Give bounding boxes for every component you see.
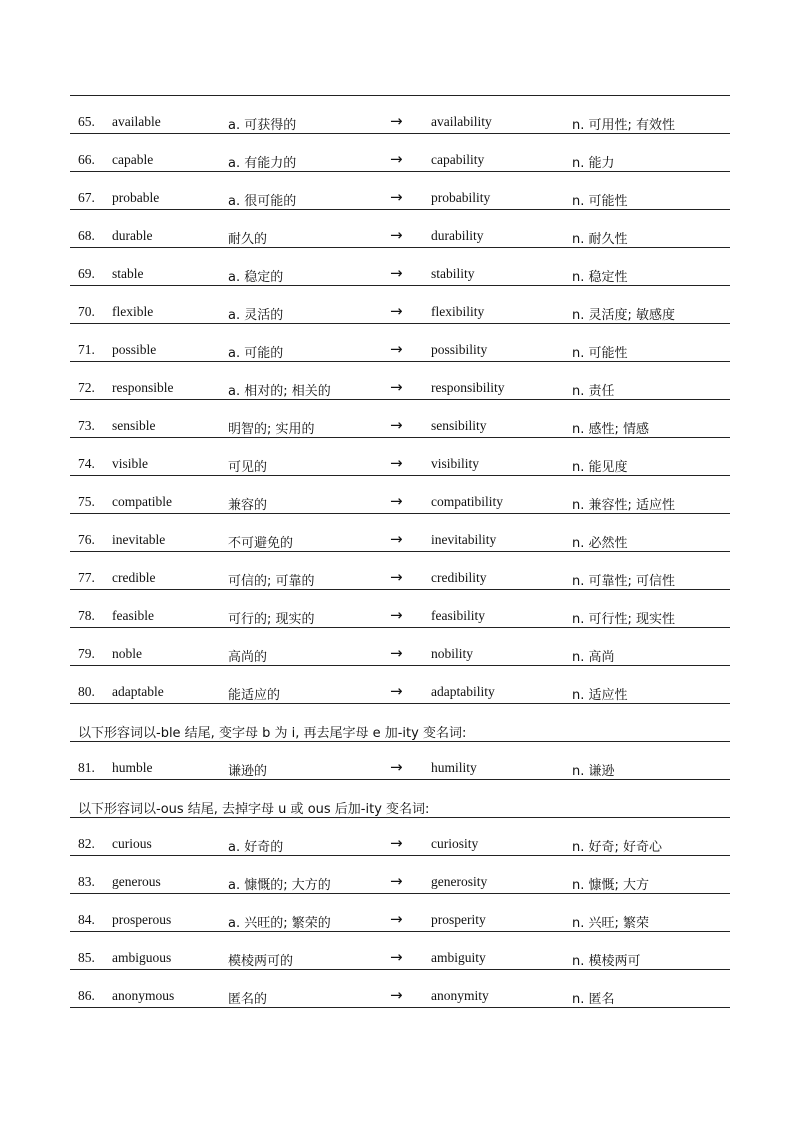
table-block-1 [70, 96, 730, 704]
arrow-icon: → [390, 948, 403, 966]
row-number: 66. [78, 152, 95, 167]
table-row [70, 742, 730, 779]
adjective-meaning: a. 有能力的 [228, 156, 297, 171]
arrow-icon: → [390, 264, 403, 282]
row-number: 80. [78, 684, 95, 699]
adjective-meaning: 匿名的 [228, 992, 268, 1007]
arrow-icon: → [390, 568, 403, 586]
noun-word: inevitability [431, 532, 497, 547]
row-number: 74. [78, 456, 95, 471]
noun-word: nobility [431, 646, 474, 661]
adjective-word: sensible [112, 418, 156, 433]
table-block-3 [70, 818, 730, 1008]
table-row [70, 362, 730, 399]
row-number: 75. [78, 494, 95, 509]
noun-word: flexibility [431, 304, 485, 319]
noun-word: anonymity [431, 988, 489, 1003]
table-row [70, 96, 730, 133]
table-row [70, 894, 730, 931]
arrow-icon: → [390, 454, 403, 472]
noun-meaning: n. 可行性; 现实性 [572, 612, 676, 627]
noun-meaning: n. 匿名 [572, 992, 615, 1007]
section-note-text: 以下形容词以-ous 结尾, 去掉字母 u 或 ous 后加-ity 变名词: [78, 802, 430, 817]
table-block-2 [70, 742, 730, 780]
row-number: 70. [78, 304, 95, 319]
noun-meaning: n. 必然性 [572, 536, 628, 551]
adjective-meaning: 兼容的 [228, 498, 268, 513]
noun-meaning: n. 感性; 情感 [572, 422, 650, 437]
adjective-meaning: a. 稳定的 [228, 270, 284, 285]
adjective-meaning: 耐久的 [228, 232, 268, 247]
table-row [70, 932, 730, 969]
row-number: 67. [78, 190, 95, 205]
noun-meaning: n. 能见度 [572, 460, 628, 475]
row-number: 77. [78, 570, 95, 585]
arrow-icon: → [390, 492, 403, 510]
section-note [70, 780, 730, 817]
noun-word: generosity [431, 874, 488, 889]
noun-meaning: n. 能力 [572, 156, 615, 171]
noun-word: stability [431, 266, 475, 281]
table-row [70, 248, 730, 285]
table-row [70, 286, 730, 323]
row-number: 68. [78, 228, 95, 243]
arrow-icon: → [390, 910, 403, 928]
table-row [70, 666, 730, 703]
adjective-meaning: 不可避免的 [228, 536, 294, 551]
noun-meaning: n. 高尚 [572, 650, 615, 665]
noun-word: credibility [431, 570, 487, 585]
adjective-word: noble [112, 646, 142, 661]
noun-word: visibility [431, 456, 480, 471]
adjective-meaning: 可信的; 可靠的 [228, 574, 315, 589]
adjective-meaning: 可行的; 现实的 [228, 612, 315, 627]
adjective-word: capable [112, 152, 154, 167]
noun-word: ambiguity [431, 950, 486, 965]
section-note-text: 以下形容词以-ble 结尾, 变字母 b 为 i, 再去尾字母 e 加-ity 变名词: [78, 726, 467, 741]
row-number: 86. [78, 988, 95, 1003]
row-number: 84. [78, 912, 95, 927]
row-number: 65. [78, 114, 95, 129]
adjective-word: ambiguous [112, 950, 172, 965]
noun-meaning: n. 可靠性; 可信性 [572, 574, 676, 589]
noun-word: probability [431, 190, 491, 205]
noun-word: responsibility [431, 380, 505, 395]
arrow-icon: → [390, 986, 403, 1004]
table-row [70, 514, 730, 551]
table-rule [70, 1007, 730, 1008]
adjective-word: generous [112, 874, 161, 889]
noun-word: compatibility [431, 494, 503, 509]
noun-meaning: n. 灵活度; 敏感度 [572, 308, 676, 323]
arrow-icon: → [390, 112, 403, 130]
adjective-word: durable [112, 228, 153, 243]
adjective-meaning: 高尚的 [228, 650, 268, 665]
adjective-meaning: a. 慷慨的; 大方的 [228, 878, 331, 893]
row-number: 69. [78, 266, 95, 281]
adjective-word: stable [112, 266, 144, 281]
noun-meaning: n. 模棱两可 [572, 954, 641, 969]
row-number: 73. [78, 418, 95, 433]
adjective-word: possible [112, 342, 157, 357]
arrow-icon: → [390, 188, 403, 206]
noun-word: adaptability [431, 684, 495, 699]
row-number: 83. [78, 874, 95, 889]
table-row [70, 818, 730, 855]
arrow-icon: → [390, 606, 403, 624]
noun-meaning: n. 可用性; 有效性 [572, 118, 676, 133]
adjective-meaning: 可见的 [228, 460, 268, 475]
arrow-icon: → [390, 682, 403, 700]
noun-meaning: n. 兴旺; 繁荣 [572, 916, 650, 931]
adjective-word: curious [112, 836, 152, 851]
noun-meaning: n. 适应性 [572, 688, 628, 703]
row-number: 78. [78, 608, 95, 623]
arrow-icon: → [390, 644, 403, 662]
table-row [70, 324, 730, 361]
noun-word: capability [431, 152, 485, 167]
noun-word: prosperity [431, 912, 486, 927]
noun-meaning: n. 可能性 [572, 346, 628, 361]
noun-meaning: n. 兼容性; 适应性 [572, 498, 676, 513]
arrow-icon: → [390, 530, 403, 548]
adjective-meaning: a. 很可能的 [228, 194, 297, 209]
adjective-word: inevitable [112, 532, 166, 547]
noun-meaning: n. 谦逊 [572, 764, 615, 779]
arrow-icon: → [390, 302, 403, 320]
table-row [70, 552, 730, 589]
adjective-meaning: a. 相对的; 相关的 [228, 384, 331, 399]
adjective-word: adaptable [112, 684, 164, 699]
adjective-meaning: a. 可能的 [228, 346, 284, 361]
arrow-icon: → [390, 378, 403, 396]
noun-word: durability [431, 228, 484, 243]
table-row [70, 476, 730, 513]
noun-word: availability [431, 114, 492, 129]
arrow-icon: → [390, 226, 403, 244]
adjective-word: compatible [112, 494, 172, 509]
noun-meaning: n. 可能性 [572, 194, 628, 209]
noun-meaning: n. 好奇; 好奇心 [572, 840, 663, 855]
arrow-icon: → [390, 758, 403, 776]
table-row [70, 970, 730, 1007]
noun-meaning: n. 责任 [572, 384, 615, 399]
noun-meaning: n. 慷慨; 大方 [572, 878, 650, 893]
arrow-icon: → [390, 340, 403, 358]
noun-word: curiosity [431, 836, 479, 851]
adjective-meaning: a. 好奇的 [228, 840, 284, 855]
noun-meaning: n. 稳定性 [572, 270, 628, 285]
table-row [70, 438, 730, 475]
arrow-icon: → [390, 834, 403, 852]
row-number: 81. [78, 760, 95, 775]
row-number: 79. [78, 646, 95, 661]
adjective-meaning: 明智的; 实用的 [228, 422, 315, 437]
arrow-icon: → [390, 150, 403, 168]
row-number: 76. [78, 532, 95, 547]
table-row [70, 134, 730, 171]
adjective-word: credible [112, 570, 156, 585]
noun-word: sensibility [431, 418, 487, 433]
section-note [70, 704, 730, 741]
adjective-word: probable [112, 190, 160, 205]
row-number: 71. [78, 342, 95, 357]
adjective-word: humble [112, 760, 153, 775]
arrow-icon: → [390, 416, 403, 434]
adjective-meaning: 能适应的 [228, 688, 281, 703]
noun-meaning: n. 耐久性 [572, 232, 628, 247]
adjective-meaning: a. 可获得的 [228, 118, 297, 133]
table-row [70, 400, 730, 437]
arrow-icon: → [390, 872, 403, 890]
adjective-word: prosperous [112, 912, 172, 927]
vocabulary-table [70, 95, 730, 1008]
row-number: 72. [78, 380, 95, 395]
adjective-meaning: a. 兴旺的; 繁荣的 [228, 916, 331, 931]
table-row [70, 856, 730, 893]
noun-word: possibility [431, 342, 488, 357]
row-number: 82. [78, 836, 95, 851]
adjective-word: feasible [112, 608, 154, 623]
table-row [70, 210, 730, 247]
adjective-word: anonymous [112, 988, 175, 1003]
table-row [70, 628, 730, 665]
noun-word: humility [431, 760, 477, 775]
adjective-word: responsible [112, 380, 174, 395]
adjective-meaning: a. 灵活的 [228, 308, 284, 323]
adjective-word: flexible [112, 304, 154, 319]
table-row [70, 590, 730, 627]
adjective-word: visible [112, 456, 148, 471]
table-row [70, 172, 730, 209]
row-number: 85. [78, 950, 95, 965]
noun-word: feasibility [431, 608, 485, 623]
adjective-word: available [112, 114, 161, 129]
adjective-meaning: 模棱两可的 [228, 954, 294, 969]
adjective-meaning: 谦逊的 [228, 764, 268, 779]
